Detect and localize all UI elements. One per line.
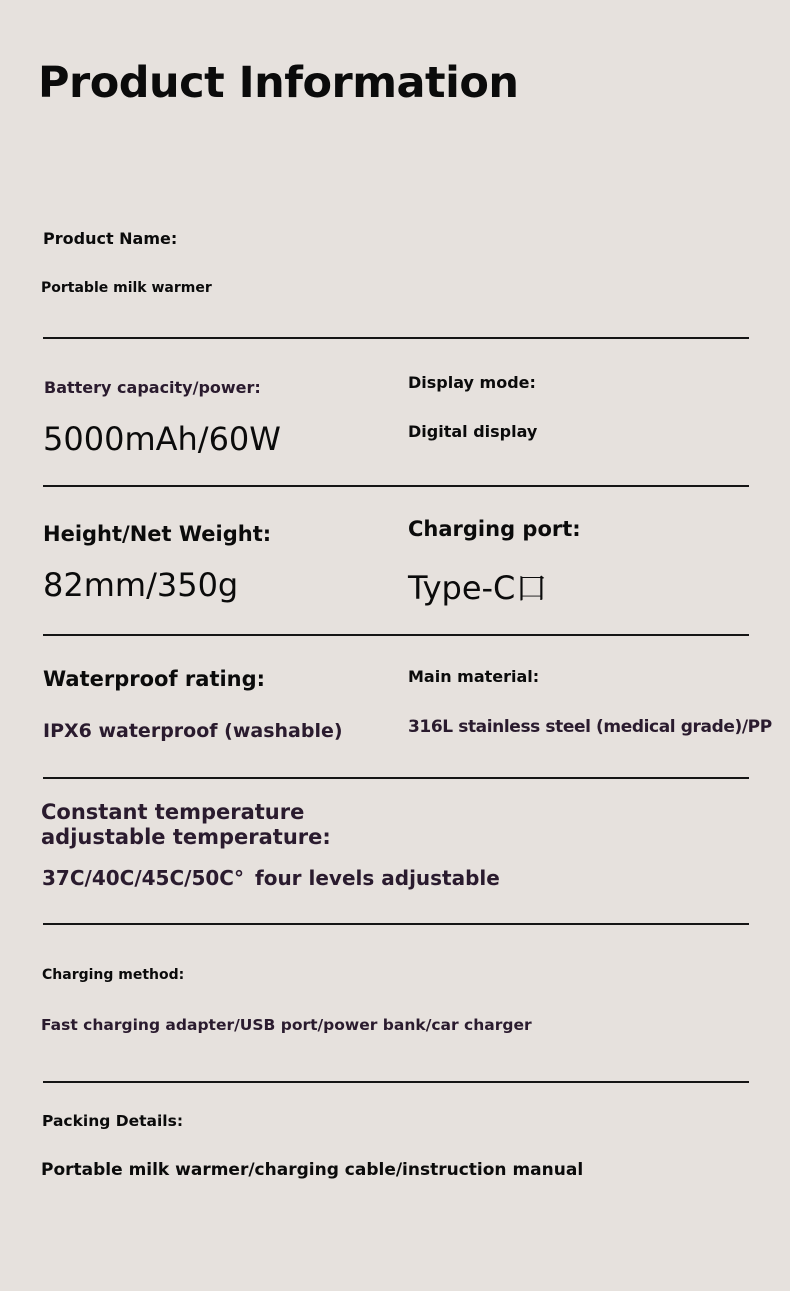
height-weight-value: 82mm/350g — [43, 566, 239, 604]
temperature-label-line2: adjustable temperature: — [41, 825, 331, 849]
page-title: Product Information — [38, 58, 519, 108]
material-value: 316L stainless steel (medical grade)/PP — [408, 717, 772, 737]
temperature-levels: 37C/40C/45C/50C° — [42, 866, 244, 890]
waterproof-value: IPX6 waterproof (washable) — [43, 720, 343, 742]
divider — [43, 777, 749, 779]
packing-label: Packing Details: — [42, 1112, 184, 1130]
divider — [43, 634, 749, 636]
charging-method-value: Fast charging adapter/USB port/power bank/car charger — [41, 1016, 532, 1034]
packing-value: Portable milk warmer/charging cable/instruction manual — [41, 1160, 584, 1180]
temperature-note: four levels adjustable — [255, 866, 500, 890]
charging-port-label: Charging port: — [408, 517, 581, 541]
battery-label: Battery capacity/power: — [44, 378, 261, 397]
divider — [43, 485, 749, 487]
display-mode-label: Display mode: — [408, 373, 536, 392]
charging-method-label: Charging method: — [42, 967, 185, 983]
waterproof-label: Waterproof rating: — [43, 667, 266, 691]
height-weight-label: Height/Net Weight: — [43, 522, 272, 546]
divider — [43, 1081, 749, 1083]
display-mode-value: Digital display — [408, 422, 538, 441]
product-name-value: Portable milk warmer — [41, 280, 212, 296]
material-label: Main material: — [408, 667, 540, 686]
charging-port-value: Type-C口 — [408, 569, 548, 607]
divider — [43, 337, 749, 339]
divider — [43, 923, 749, 925]
battery-value: 5000mAh/60W — [43, 420, 281, 458]
product-name-label: Product Name: — [43, 229, 178, 248]
temperature-label-line1: Constant temperature — [41, 800, 305, 824]
